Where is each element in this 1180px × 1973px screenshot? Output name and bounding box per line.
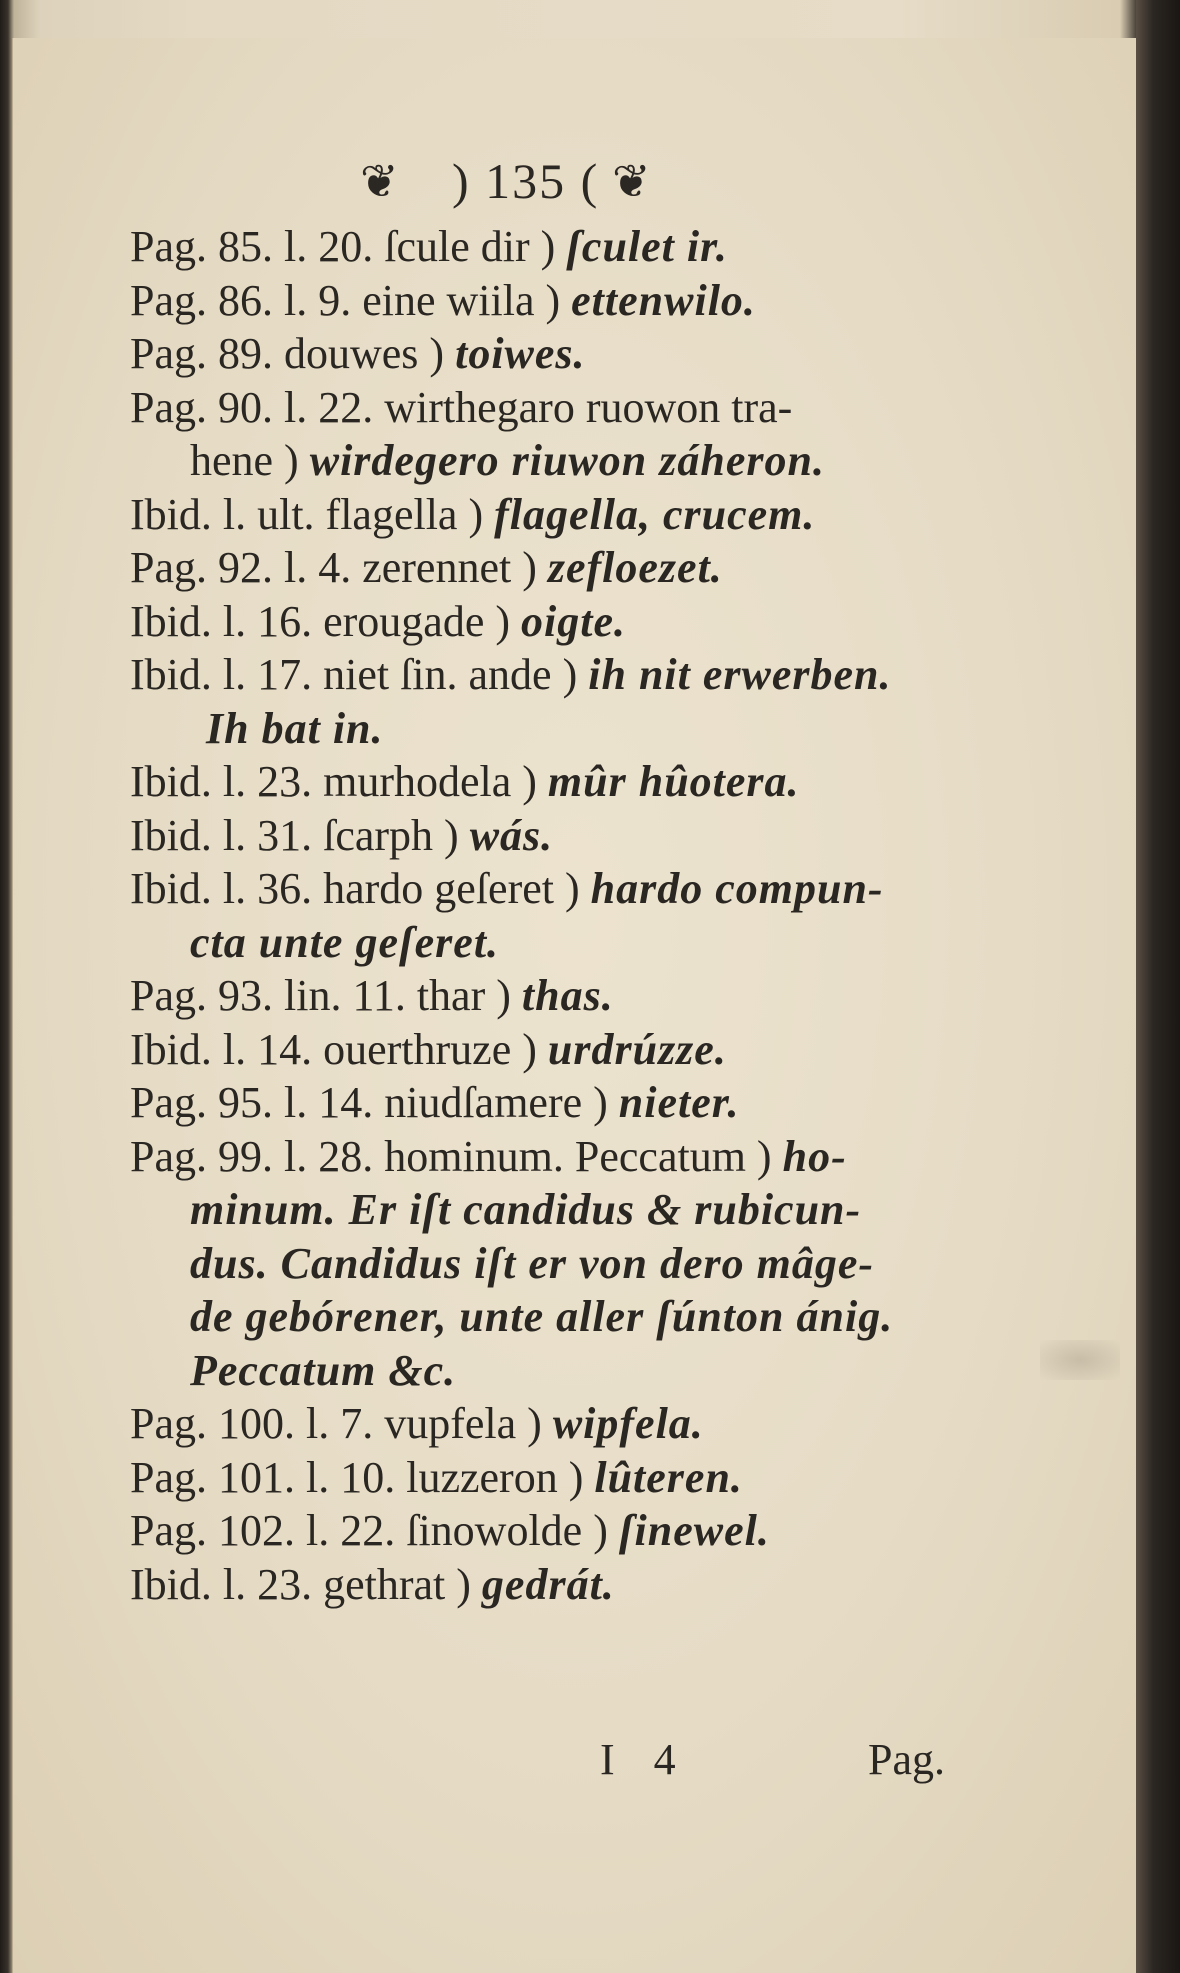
line-gloss: ih nit erwerben.	[588, 650, 892, 699]
ornament-left-icon: ❦	[360, 154, 399, 208]
catchword: Pag.	[868, 1735, 945, 1784]
line-gloss: ho-	[782, 1131, 847, 1181]
errata-line	[130, 862, 990, 916]
errata-line	[130, 1183, 990, 1237]
line-gloss: Ih bat in.	[206, 703, 384, 753]
page-edge	[1136, 0, 1180, 1973]
errata-line	[130, 1397, 990, 1451]
line-reference: Pag. 86. l. 9. eine wiila )	[130, 275, 561, 325]
errata-line	[130, 916, 990, 970]
line-gloss: wirdegero riuwon záheron.	[309, 436, 825, 485]
errata-line	[130, 648, 990, 702]
line-reference: Pag. 100. l. 7. vupfela )	[130, 1399, 542, 1448]
line-gloss: lûteren.	[594, 1452, 743, 1502]
line-reference: Pag. 90. l. 22. wirthegaro ruowon tra-	[130, 382, 793, 432]
line-gloss: flagella, crucem.	[494, 489, 816, 539]
line-reference: Pag. 99. l. 28. hominum. Peccatum )	[130, 1131, 772, 1181]
line-gloss: toiwes.	[455, 329, 586, 378]
line-gloss: nieter.	[618, 1078, 740, 1127]
line-reference: Ibid. l. 23. murhodela )	[130, 757, 537, 806]
line-reference: Pag. 101. l. 10. luzzeron )	[130, 1452, 584, 1502]
line-gloss: oigte.	[521, 596, 626, 646]
page-number: ) 135 (	[452, 153, 600, 209]
errata-line	[130, 595, 990, 649]
line-gloss: ſculet ir.	[566, 222, 728, 271]
line-reference: hene )	[190, 436, 299, 485]
line-gloss: zefloezet.	[547, 543, 723, 592]
errata-line	[130, 488, 990, 542]
line-gloss: urdrúzze.	[547, 1024, 727, 1074]
line-reference: Pag. 92. l. 4. zerennet )	[130, 543, 537, 592]
line-gloss: ettenwilo.	[571, 275, 756, 325]
errata-line	[130, 1451, 990, 1505]
line-gloss: dus. Candidus iſt er von dero mâge-	[190, 1238, 875, 1288]
line-gloss: hardo compun-	[590, 864, 884, 913]
line-reference: Ibid. l. 14. ouerthruze )	[130, 1024, 537, 1074]
line-reference: Pag. 95. l. 14. niudſamere )	[130, 1078, 608, 1127]
errata-line	[130, 541, 990, 595]
line-gloss: Peccatum &c.	[190, 1345, 457, 1395]
errata-line	[130, 969, 990, 1023]
line-gloss: thas.	[521, 971, 614, 1020]
ornament-right-icon: ❦	[612, 154, 651, 208]
line-reference: Pag. 89. douwes )	[130, 329, 445, 378]
line-gloss: minum. Er iſt candidus & rubicun-	[190, 1185, 862, 1234]
line-gloss: cta unte geſeret.	[190, 917, 500, 967]
page-footer	[0, 1734, 1180, 1804]
line-reference: Ibid. l. ult. flagella )	[130, 489, 484, 539]
line-reference: Pag. 93. lin. 11. thar )	[130, 971, 511, 1020]
line-reference: Ibid. l. 23. gethrat )	[130, 1559, 471, 1609]
errata-line	[130, 1558, 990, 1612]
errata-line	[130, 381, 990, 435]
errata-line	[130, 1130, 990, 1184]
errata-line	[130, 1504, 990, 1558]
line-reference: Ibid. l. 36. hardo geſeret )	[130, 864, 580, 913]
errata-line	[130, 220, 990, 274]
line-gloss: wipfela.	[552, 1399, 704, 1448]
errata-line	[130, 1290, 990, 1344]
errata-line	[130, 1023, 990, 1077]
errata-line	[130, 1076, 990, 1130]
errata-line	[130, 809, 990, 863]
line-reference: Ibid. l. 31. ſcarph )	[130, 810, 459, 860]
line-reference: Pag. 102. l. 22. ſinowolde )	[130, 1506, 608, 1555]
line-reference: Pag. 85. l. 20. ſcule dir )	[130, 222, 556, 271]
line-gloss: wás.	[469, 810, 554, 860]
line-reference: Ibid. l. 16. erougade )	[130, 596, 510, 646]
errata-list	[130, 220, 990, 1611]
line-gloss: ſinewel.	[618, 1506, 770, 1555]
line-reference: Ibid. l. 17. niet ſin. ande )	[130, 650, 578, 699]
signature-mark: I 4	[600, 1735, 690, 1784]
line-gloss: gedrát.	[481, 1559, 615, 1609]
line-gloss: mûr hûotera.	[547, 757, 800, 806]
errata-line	[130, 1237, 990, 1291]
errata-line	[130, 1344, 990, 1398]
errata-line	[130, 702, 990, 756]
smudge-mark	[1040, 1340, 1120, 1380]
errata-line	[130, 327, 990, 381]
errata-line	[130, 274, 990, 328]
errata-line	[130, 434, 990, 488]
page-header	[0, 148, 1180, 218]
line-gloss: de gebórener, unte aller ſúnton ánig.	[190, 1292, 894, 1341]
errata-line	[130, 755, 990, 809]
